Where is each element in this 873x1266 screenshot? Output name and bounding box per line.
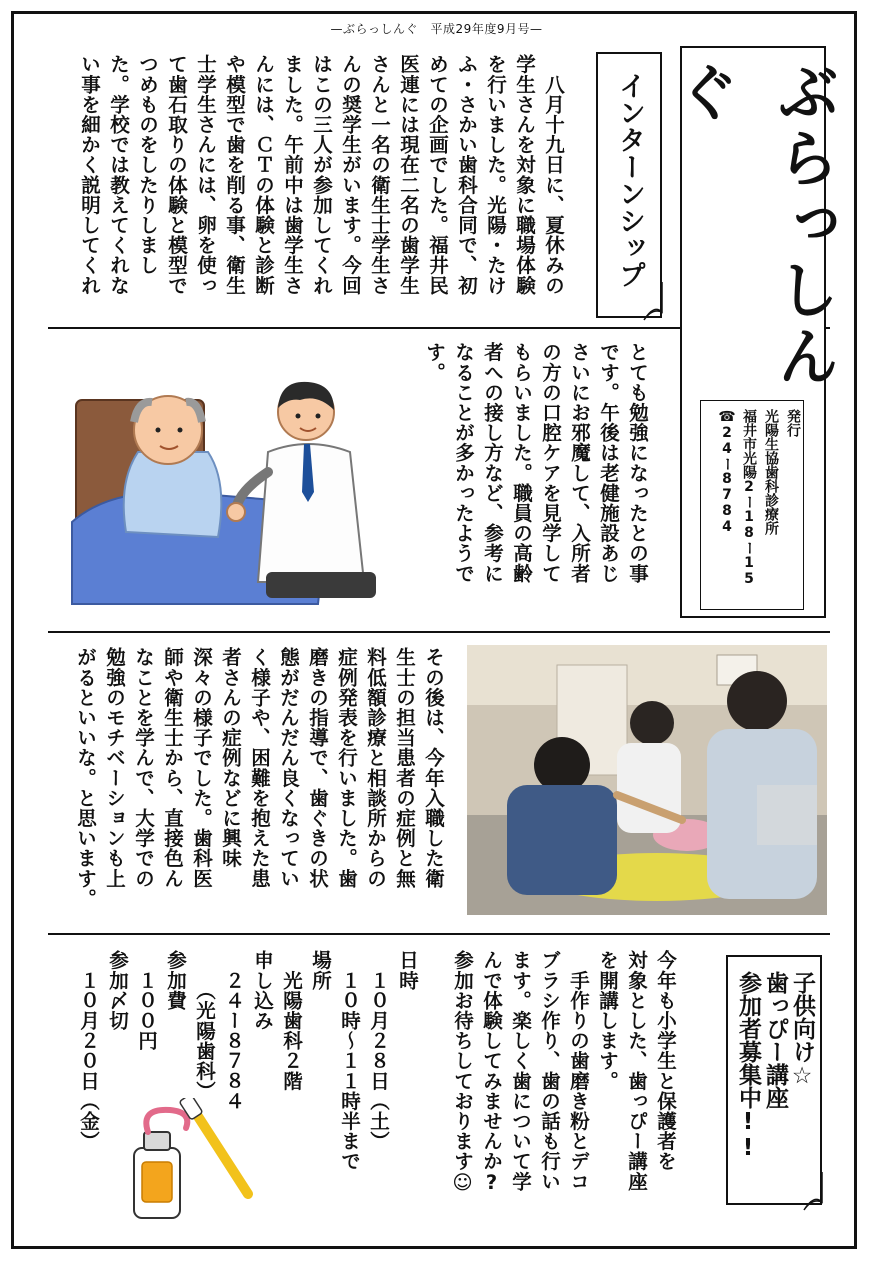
masthead [667,46,840,618]
issue-header: —ぶらっしんぐ 平成29年度9月号— [330,22,543,36]
internship-photo [467,645,827,915]
internship-text-2: とても勉強になったとの事 です。午後は老健施設あじ さいにお邪魔して、入所者 の方の口腔ケアを見学して もらいました。職員の高齢 者への接し方など、参考に なることが多かったようで す。 [423,342,649,584]
internship-text-1: 八月十九日に、夏休みの 学生さんを対象に職場体験 を行いました。光陽・たけ ふ・さかい歯科合同で、初 めての企画でした。福井民 医連には現在二名の歯学生 さんと一名の衛生士学生さ んの奨学生がいます。今回 はこの三人が参加してくれ ました。午前中は歯学生さ んには、ＣＴの体験と診断 や模型で歯を削る事、衛生 士学生さんには、卵を使っ て歯石取りの体験と模型で つめものをしたりしまし た。学校では教えてくれな い事を細かく説明してくれ [78,54,565,296]
internship-heading: インターンシップ [614,72,645,288]
kids-heading: 子供向け☆ 歯っぴー講座 参加者募集中!! [735,971,815,1161]
publisher-box [700,400,804,610]
toothbrush-illustration [120,1098,260,1228]
internship-heading-box [596,52,662,318]
patient-doctor-illustration [68,372,378,608]
divider-3 [48,933,830,935]
publisher-label: 発行 [785,409,801,437]
page-curl-1 [640,282,666,322]
internship-text-3: その後は、今年入職した衛 生士の担当患者の症例と無 料低額診療と相談所からの 症例発表を行いました。歯 磨きの指導で、歯ぐきの状 態がだんだん良くなってい く様子や、困難を抱えた患 者さんの症例などに興味 深々の様子でした。歯科医 師や衛生士から、直接色ん なことを学んで、大学での 勉強のモチベーションも上 がるといいな。と思います。 [74,647,445,909]
divider-1 [48,327,680,329]
kids-intro-text: 今年も小学生と保護者を 対象とした、歯っぴー講座 を開講します。 手作りの歯磨き粉とデコ ブラシ作り、歯の話も行い ます。楽しく歯について学 んで体験してみませんか? 参加お待ちしております☺ [451,950,677,1195]
masthead-title: ぶらっしんぐ [667,60,840,390]
publisher-phone: ☎24ー8784 [719,409,735,535]
divider-2 [48,631,830,633]
kids-event-details: 日時 １０月２８日（土） １０時〜１１時半まで 場所 光陽歯科２階 申し込み ２４ー８７８４ （光陽歯科） 参加費 １００円 参加〆切 １０月２０日（金） [77,950,419,1172]
publisher-name: 光陽生協歯科診療所 [763,409,779,535]
page-curl-2 [800,1172,826,1212]
kids-heading-box [726,955,822,1205]
publisher-address: 福井市光陽2ー18ー15 [741,409,757,587]
